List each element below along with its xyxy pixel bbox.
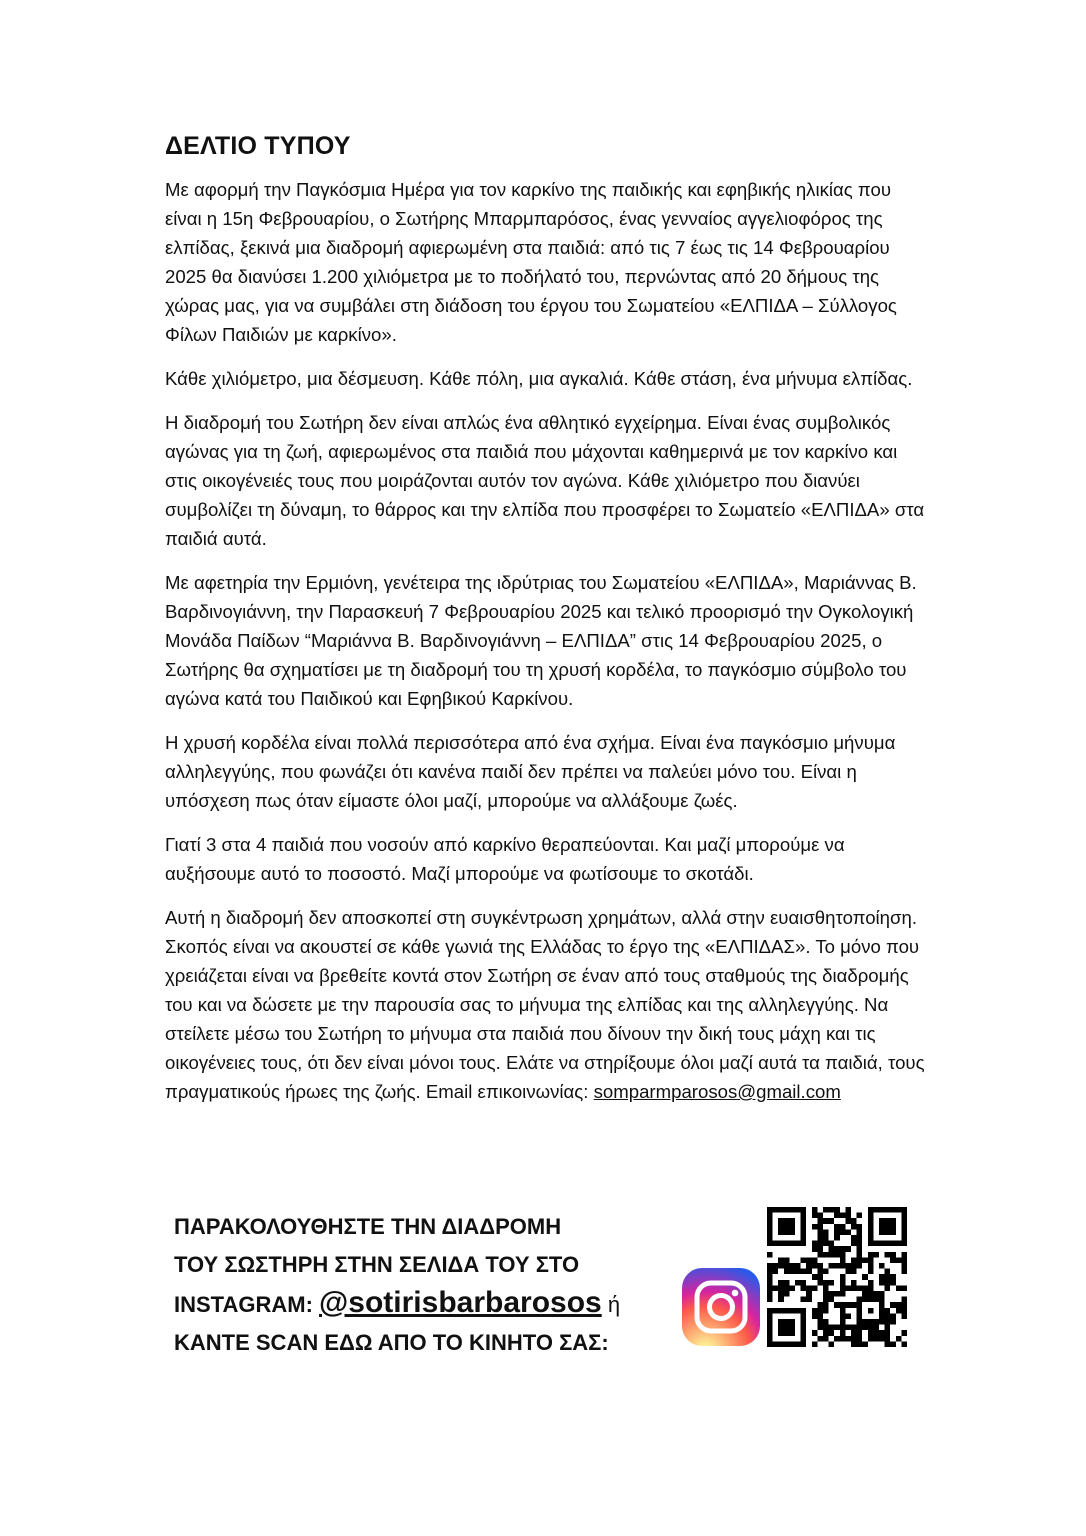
- instagram-handle-link[interactable]: @sotirisbarbarosos: [319, 1286, 602, 1319]
- paragraph-3: Η διαδρομή του Σωτήρη δεν είναι απλώς ένα αθλητικό εγχείρημα. Είναι ένας συμβολικός αγώνας για τη ζωή, αφιερωμένος στα παιδιά που μάχονται καθημερινά με τον καρκίνο και στις οικογένειές τους που μοιράζονται αυτόν τον αγώνα. Κάθε χιλιόμετρο που διανύει συμβολίζει τη δύναμη, το θάρρος και την ελπίδα που προσφέρει το Σωματείο «ΕΛΠΙΔΑ» στα παιδιά αυτά.: [165, 412, 925, 549]
- paragraph-2: Κάθε χιλιόμετρο, μια δέσμευση. Κάθε πόλη, μια αγκαλιά. Κάθε στάση, ένα μήνυμα ελπίδας.: [165, 368, 913, 389]
- promo-or-word: ή: [607, 1292, 621, 1317]
- instagram-promo: [174, 1208, 674, 1362]
- press-release-body: [165, 132, 925, 1121]
- paragraph-1: Με αφορμή την Παγκόσμια Ημέρα για τον καρκίνο της παιδικής και εφηβικής ηλικίας που είναι η 15η Φεβρουαρίου, ο Σωτήρης Μπαρμπαρόσος, ένας γενναίος αγγελιοφόρος της ελπίδας, ξεκινά μια διαδρομή αφιερωμένη στα παιδιά: από τις 7 έως τις 14 Φεβρουαρίου 2025 θα διανύσει 1.200 χιλιόμετρα με το ποδήλατό του, περνώντας από 20 δήμους της χώρας μας, για να συμβάλει στη διάδοση του έργου του Σωματείου «ΕΛΠΙΔΑ – Σύλλογος Φίλων Παιδιών με καρκίνο».: [165, 179, 897, 345]
- page-title: ΔΕΛΤΙΟ ΤΥΠΟΥ: [165, 132, 351, 160]
- paragraph-7: [165, 903, 925, 1106]
- promo-line-2: ΤΟΥ ΣΩΣΤΗΡΗ ΣΤΗΝ ΣΕΛΙΔΑ ΤΟΥ ΣΤΟ: [174, 1252, 580, 1277]
- promo-line-4: ΚΑΝΤΕ SCAN ΕΔΩ ΑΠΟ ΤΟ ΚΙΝΗΤΟ ΣΑΣ:: [174, 1330, 609, 1355]
- paragraph-7-text: Αυτή η διαδρομή δεν αποσκοπεί στη συγκέντρωση χρημάτων, αλλά στην ευαισθητοποίηση. Σκοπός είναι να ακουστεί σε κάθε γωνιά της Ελλάδας το έργο της «ΕΛΠΙΔΑΣ». Το μόνο που χρειάζεται είναι να βρεθείτε κοντά στον Σωτήρη σε έναν από τους σταθμούς της διαδρομής του και να δώσετε με την παρουσία σας το μήνυμα της ελπίδας και της αλληλεγγύης. Να στείλετε μέσω του Σωτήρη το μήνυμα στα παιδιά που δίνουν την δική τους μάχη και τις οικογένειες τους, ότι δεν είναι μόνοι τους. Ελάτε να στηρίξουμε όλοι μαζί αυτά τα παιδιά, τους πραγματικούς ήρωες της ζωής. Email επικοινωνίας:: [165, 907, 925, 1102]
- paragraph-5: Η χρυσή κορδέλα είναι πολλά περισσότερα από ένα σχήμα. Είναι ένα παγκόσμιο μήνυμα αλληλεγγύης, που φωνάζει ότι κανένα παιδί δεν πρέπει να παλεύει μόνο του. Είναι η υπόσχεση πως όταν είμαστε όλοι μαζί, μπορούμε να αλλάξουμε ζωές.: [165, 732, 896, 811]
- promo-instagram-label: INSTAGRAM:: [174, 1292, 313, 1317]
- email-link[interactable]: somparmparosos@gmail.com: [593, 1081, 841, 1102]
- instagram-icon[interactable]: [682, 1268, 760, 1346]
- promo-line-1: ΠΑΡΑΚΟΛΟΥΘΗΣΤΕ ΤΗΝ ΔΙΑΔΡΟΜΗ: [174, 1214, 562, 1239]
- instagram-glyph: [682, 1268, 760, 1346]
- paragraph-4: Με αφετηρία την Ερμιόνη, γενέτειρα της ιδρύτριας του Σωματείου «ΕΛΠΙΔΑ», Μαριάννας Β. Βαρδινογιάννη, την Παρασκευή 7 Φεβρουαρίου 2025 και τελικό προορισμό την Ογκολογική Μονάδα Παίδων “Μαριάννα Β. Βαρδινογιάννη – ΕΛΠΙΔΑ” στις 14 Φεβρουαρίου 2025, ο Σωτήρης θα σχηματίσει με τη διαδρομή του τη χρυσή κορδέλα, το παγκόσμιο σύμβολο του αγώνα κατά του Παιδικού και Εφηβικού Καρκίνου.: [165, 572, 917, 709]
- qr-code[interactable]: [767, 1207, 907, 1347]
- promo-line-3: [174, 1284, 674, 1324]
- paragraph-6: Γιατί 3 στα 4 παιδιά που νοσούν από καρκίνο θεραπεύονται. Και μαζί μπορούμε να αυξήσουμε αυτό το ποσοστό. Μαζί μπορούμε να φωτίσουμε το σκοτάδι.: [165, 834, 845, 884]
